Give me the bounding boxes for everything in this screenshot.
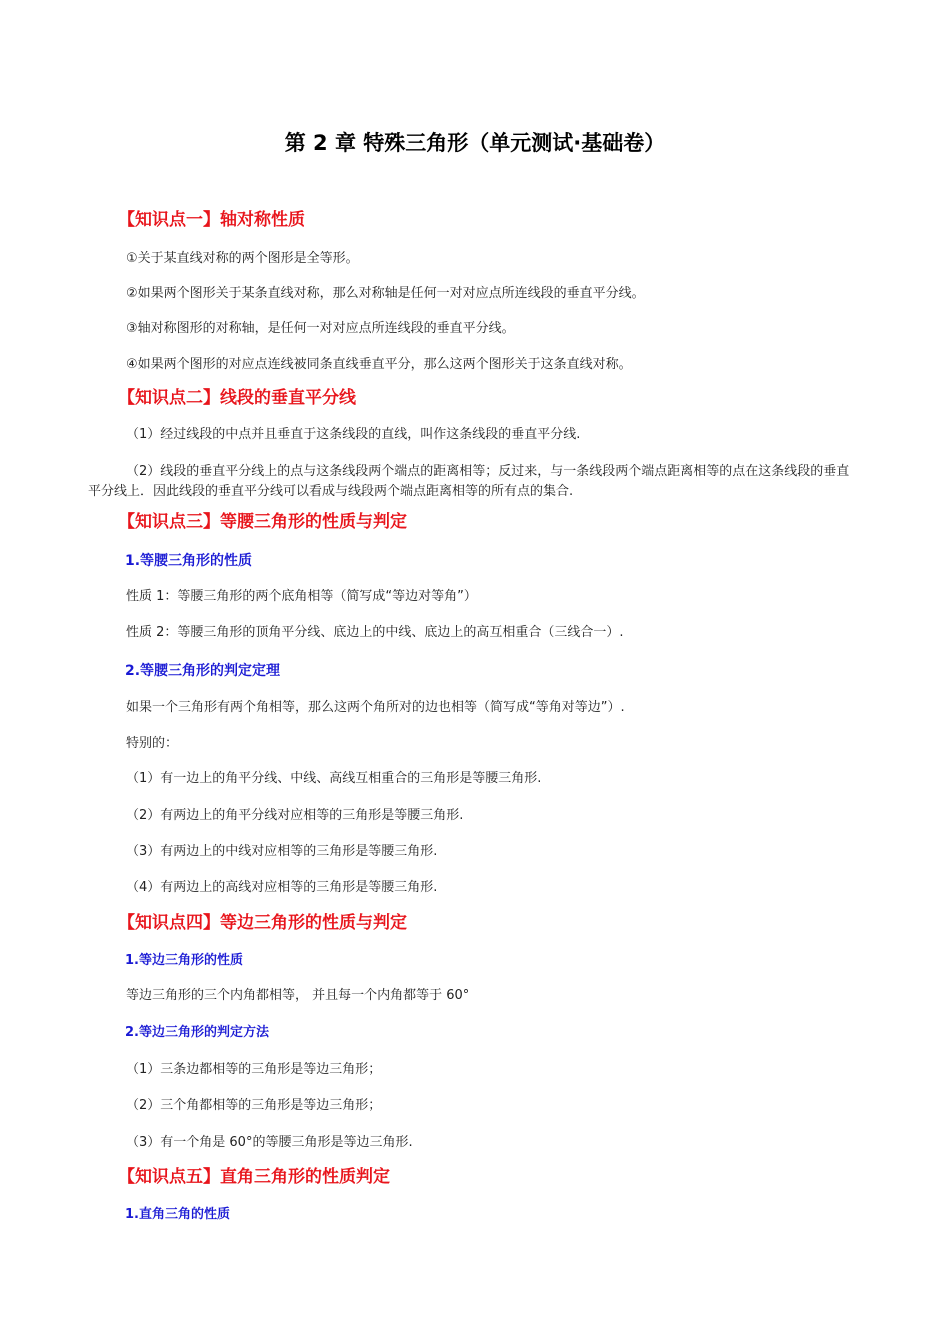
document-title: 第 2 章 特殊三角形（单元测试·基础卷）	[284, 131, 666, 155]
kp3-property-1: 性质 1：等腰三角形的两个底角相等（简写成“等边对等角”）	[126, 589, 477, 604]
kp1-item-4: ④如果两个图形的对应点连线被同条直线垂直平分，那么这两个图形关于这条直线对称。	[126, 357, 632, 372]
section-heading-kp3: 【知识点三】等腰三角形的性质与判定	[118, 512, 407, 532]
kp3-item-3: （3）有两边上的中线对应相等的三角形是等腰三角形.	[126, 844, 438, 859]
section-heading-kp2: 【知识点二】线段的垂直平分线	[118, 388, 356, 408]
section-heading-kp4: 【知识点四】等边三角形的性质与判定	[118, 913, 407, 933]
kp3-subheading-theorem: 2.等腰三角形的判定定理	[125, 663, 281, 679]
kp4-item-1: （1）三条边都相等的三角形是等边三角形；	[126, 1062, 382, 1077]
kp4-item-2: （2）三个角都相等的三角形是等边三角形；	[126, 1098, 382, 1113]
kp2-item-2: （2）线段的垂直平分线上的点与这条线段两个端点的距离相等；反过来，与一条线段两个端点距离相等的点在这条线段的垂直平分线上．因此线段的垂直平分线可以看成与线段两个端点距离相等的所有点的集合.	[88, 464, 850, 499]
kp4-property: 等边三角形的三个内角都相等， 并且每一个内角都等于 60°	[126, 988, 470, 1003]
kp3-item-4: （4）有两边上的高线对应相等的三角形是等腰三角形.	[126, 880, 438, 895]
kp2-item-1: （1）经过线段的中点并且垂直于这条线段的直线，叫作这条线段的垂直平分线.	[126, 427, 581, 442]
kp3-subheading-properties: 1.等腰三角形的性质	[125, 553, 253, 569]
kp4-subheading-properties: 1.等边三角形的性质	[125, 953, 243, 968]
kp1-item-2: ②如果两个图形关于某条直线对称，那么对称轴是任何一对对应点所连线段的垂直平分线。	[126, 286, 645, 301]
kp1-item-3: ③轴对称图形的对称轴，是任何一对对应点所连线段的垂直平分线。	[126, 321, 515, 336]
kp3-special: 特别的：	[126, 736, 179, 751]
kp3-property-2: 性质 2：等腰三角形的顶角平分线、底边上的中线、底边上的高互相重合（三线合一）.	[126, 625, 624, 640]
kp1-item-1: ①关于某直线对称的两个图形是全等形。	[126, 251, 359, 266]
kp5-subheading-properties: 1.直角三角的性质	[125, 1207, 230, 1222]
section-heading-kp1: 【知识点一】轴对称性质	[118, 210, 305, 230]
kp4-subheading-methods: 2.等边三角形的判定方法	[125, 1025, 269, 1040]
kp3-item-2: （2）有两边上的角平分线对应相等的三角形是等腰三角形.	[126, 808, 464, 823]
kp3-item-1: （1）有一边上的角平分线、中线、高线互相重合的三角形是等腰三角形.	[126, 771, 542, 786]
section-heading-kp5: 【知识点五】直角三角形的性质判定	[118, 1167, 390, 1187]
kp4-item-3: （3）有一个角是 60°的等腰三角形是等边三角形.	[126, 1135, 413, 1150]
kp3-theorem: 如果一个三角形有两个角相等，那么这两个角所对的边也相等（简写成“等角对等边”）.	[126, 700, 625, 715]
